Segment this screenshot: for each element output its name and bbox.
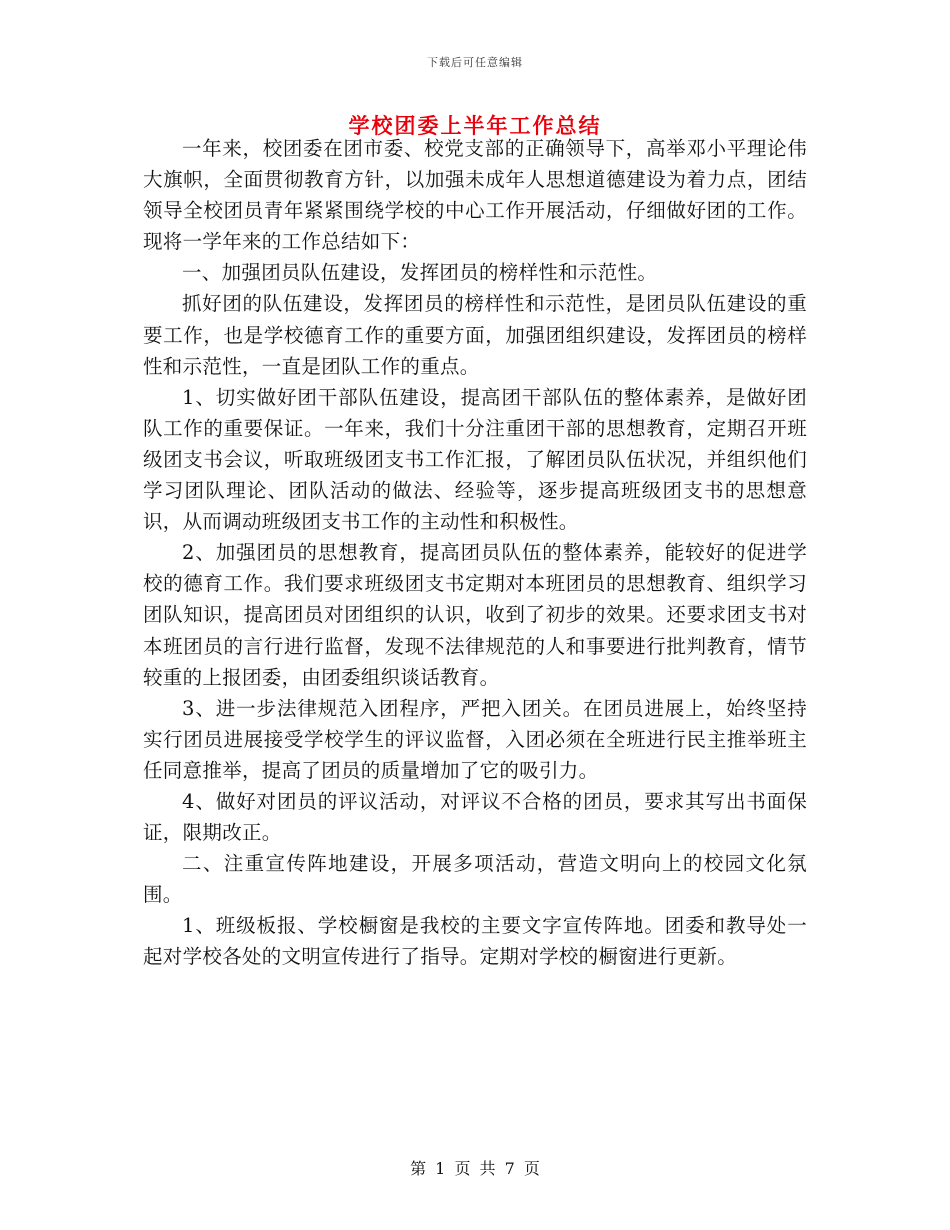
section-heading-1: 一、加强团员队伍建设，发挥团员的榜样性和示范性。 [182, 261, 658, 285]
header-note: 下载后可任意编辑 [427, 56, 523, 69]
document-body [143, 133, 807, 973]
paragraph-item-1: 1、切实做好团干部队伍建设，提高团干部队伍的整体素养，是做好团队工作的重要保证。一年来，我们十分注重团干部的思想教育，定期召开班级团支书会议，听取班级团支书工作汇报，了解团员队伍状况，并组织他们学习团队理论、团队活动的做法、经验等，逐步提高班级团支书的思想意识，从而调动班级团支书工作的主动性和积极性。 [143, 385, 807, 534]
document-title: 学校团委上半年工作总结 [348, 113, 602, 138]
paragraph-team-building: 抓好团的队伍建设，发挥团员的榜样性和示范性，是团员队伍建设的重要工作，也是学校德育工作的重要方面，加强团组织建设，发挥团员的榜样性和示范性，一直是团队工作的重点。 [143, 292, 807, 378]
paragraph-publicity-1: 1、班级板报、学校橱窗是我校的主要文字宣传阵地。团委和教导处一起对学校各处的文明宣传进行了指导。定期对学校的橱窗进行更新。 [143, 914, 807, 969]
paragraph-item-2: 2、加强团员的思想教育，提高团员队伍的整体素养，能较好的促进学校的德育工作。我们要求班级团支书定期对本班团员的思想教育、组织学习团队知识，提高团员对团组织的认识，收到了初步的效果。还要求团支书对本班团员的言行进行监督，发现不法律规范的人和事要进行批判教育，情节较重的上报团委，由团委组织谈话教育。 [143, 541, 807, 689]
page-number: 第 1 页 共 7 页 [410, 1159, 540, 1178]
paragraph-intro: 一年来，校团委在团市委、校党支部的正确领导下，高举邓小平理论伟大旗帜，全面贯彻教育方针，以加强未成年人思想道德建设为着力点，团结领导全校团员青年紧紧围绕学校的中心工作开展活动，仔细做好团的工作。现将一学年来的工作总结如下： [143, 137, 807, 254]
section-heading-2: 二、注重宣传阵地建设，开展多项活动，营造文明向上的校园文化氛围。 [143, 852, 807, 907]
paragraph-item-3: 3、进一步法律规范入团程序，严把入团关。在团员进展上，始终坚持实行团员进展接受学校学生的评议监督，入团必须在全班进行民主推举班主任同意推举，提高了团员的质量增加了它的吸引力。 [143, 696, 807, 782]
paragraph-item-4: 4、做好对团员的评议活动，对评议不合格的团员，要求其写出书面保证，限期改正。 [143, 789, 807, 845]
